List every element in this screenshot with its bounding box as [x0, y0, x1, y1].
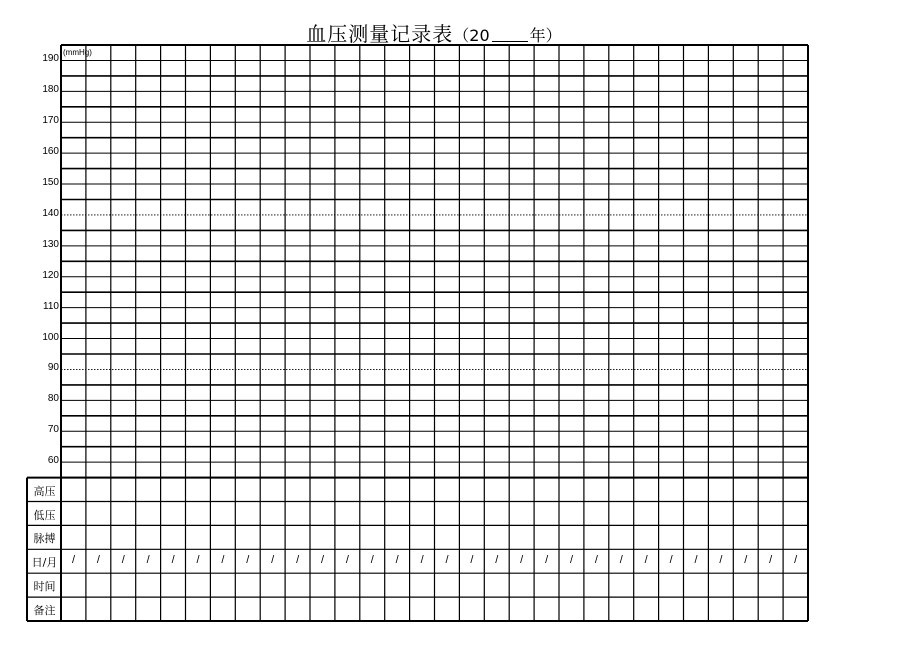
table-row-label: 脉搏 [33, 532, 56, 546]
date-separator: / [545, 554, 549, 567]
date-separator: / [420, 554, 424, 567]
date-separator: / [719, 554, 723, 567]
y-tick-label: 60 [47, 455, 59, 467]
table-row-label: 高压 [33, 484, 56, 498]
y-tick-label: 70 [47, 424, 59, 436]
y-tick-label: 110 [43, 300, 59, 312]
date-separator: / [794, 554, 798, 567]
date-separator: / [744, 554, 748, 567]
date-separator: / [619, 554, 623, 567]
table-row-label: 低压 [33, 508, 56, 522]
y-tick-label: 90 [47, 362, 59, 374]
y-tick-label: 130 [42, 238, 59, 250]
date-separator: / [196, 554, 200, 567]
date-separator: / [520, 554, 524, 567]
date-separator: / [271, 554, 275, 567]
date-separator: / [594, 554, 598, 567]
date-separator: / [470, 554, 474, 567]
date-separator: / [569, 554, 574, 567]
date-separator: / [121, 554, 125, 567]
date-separator: / [694, 554, 698, 567]
date-separator: / [221, 554, 225, 567]
y-tick-label: 120 [42, 269, 59, 281]
date-separator: / [395, 554, 399, 567]
title-year-open: （20 [453, 26, 490, 45]
y-tick-label: 160 [42, 146, 59, 158]
date-separator: / [320, 554, 325, 567]
unit-label: (mmHg) [63, 48, 92, 57]
date-separator: / [171, 554, 175, 567]
date-separator: / [445, 554, 449, 567]
date-separator: / [495, 554, 499, 567]
title-text: 血压测量记录表 [306, 22, 454, 46]
date-separator: / [296, 554, 300, 567]
date-separator: / [71, 554, 76, 567]
date-separator: / [669, 554, 673, 567]
y-tick-label: 100 [42, 331, 59, 343]
table-row-label: 备注 [33, 604, 56, 618]
y-tick-label: 80 [47, 393, 59, 405]
y-tick-label: 170 [42, 115, 59, 127]
date-separator: / [146, 554, 150, 567]
y-tick-label: 140 [42, 207, 59, 219]
date-separator: / [370, 554, 374, 567]
y-tick-label: 150 [42, 177, 59, 189]
date-separator: / [644, 554, 648, 567]
y-tick-label: 190 [42, 53, 59, 65]
date-separator: / [769, 554, 773, 567]
y-tick-label: 180 [42, 84, 59, 96]
date-separator: / [96, 554, 100, 567]
date-separator: / [345, 554, 349, 567]
title-year-close: 年） [529, 26, 562, 45]
table-row-label: 日/月 [31, 556, 58, 570]
date-separator: / [246, 554, 250, 567]
table-row-label: 时间 [33, 580, 56, 594]
